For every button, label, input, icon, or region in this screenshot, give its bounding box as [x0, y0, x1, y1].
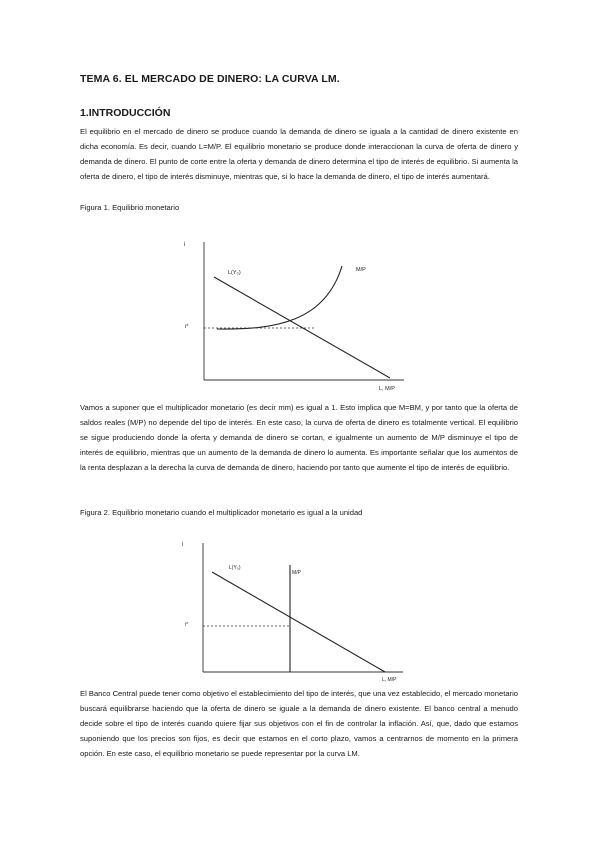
figure-2-caption: Figura 2. Equilibrio monetario cuando el multiplicador monetario es igual a la unidad [80, 508, 363, 517]
section-heading: 1.INTRODUCCIÓN [80, 107, 171, 119]
y-axis-label: i [184, 242, 186, 248]
paragraph-multiplier: Vamos a suponer que el multiplicador monetario (es decir mm) es igual a 1. Esto implica que M=BM, y por tanto que la oferta de saldos reales (M/P) no depende del tipo de interés. En este caso, la curva de oferta de dinero es totalmente vertical. El equilibrio se sigue produciendo donde la oferta y demanda de dinero se cortan, e igualmente un aumento de M/P disminuye el tipo de interés de equilibrio, mientras que un aumento de la demanda de dinero lo aumenta. Es importante señalar que los aumentos de la renta desplazan a la derecha la curva de demanda de dinero, haciendo por tanto que aumente el tipo de interés de equilibrio. [80, 403, 518, 472]
paragraph-intro: El equilibrio en el mercado de dinero se produce cuando la demanda de dinero se iguala a la cantidad de dinero existente en dicha economía. Es decir, cuando L=M/P. El equilibrio monetario se produce donde interaccionan la curva de oferta de dinero y demanda de dinero. El punto de corte entre la oferta y demanda de dinero determina el tipo de interés de equilibrio. Si aumenta la oferta de dinero, el tipo de interés disminuye, mientras que, si lo hace la demanda de dinero, el tipo de interés aumentará. [80, 127, 518, 181]
document-title: TEMA 6. EL MERCADO DE DINERO: LA CURVA LM. [80, 73, 340, 85]
demand-curve [212, 572, 385, 672]
supply-curve-label: M/P [292, 570, 301, 576]
figure-1-diagram [170, 232, 410, 397]
equilibrium-label: i* [185, 324, 189, 330]
demand-curve-label: L(Y₀) [229, 565, 241, 571]
x-axis-label: L, M/P [379, 386, 395, 392]
equilibrium-label: i* [185, 622, 189, 628]
supply-curve-label: M/P [356, 267, 366, 273]
x-axis-label: L, M/P [382, 677, 397, 683]
figure-1-caption: Figura 1. Equilibrio monetario [80, 203, 180, 212]
demand-curve-label: L(Y₀) [228, 270, 241, 276]
y-axis-label: i [182, 542, 184, 548]
figure-2-diagram [175, 535, 415, 687]
paragraph-central-bank: El Banco Central puede tener como objetivo el establecimiento del tipo de interés, que una vez establecido, el mercado monetario buscará equilibrarse haciendo que la oferta de dinero se iguale a la demanda de dinero existente. El banco central a menudo decide sobre el tipo de interés cuando quiere fijar sus objetivos con el fin de controlar la inflación. Así, que, dado que estamos suponiendo que los precios son fijos, es decir que estamos en el corto plazo, vamos a centrarnos de momento en la primera opción. En este caso, el equilibrio monetario se puede representar por la curva LM. [80, 689, 518, 758]
demand-curve [214, 277, 390, 378]
